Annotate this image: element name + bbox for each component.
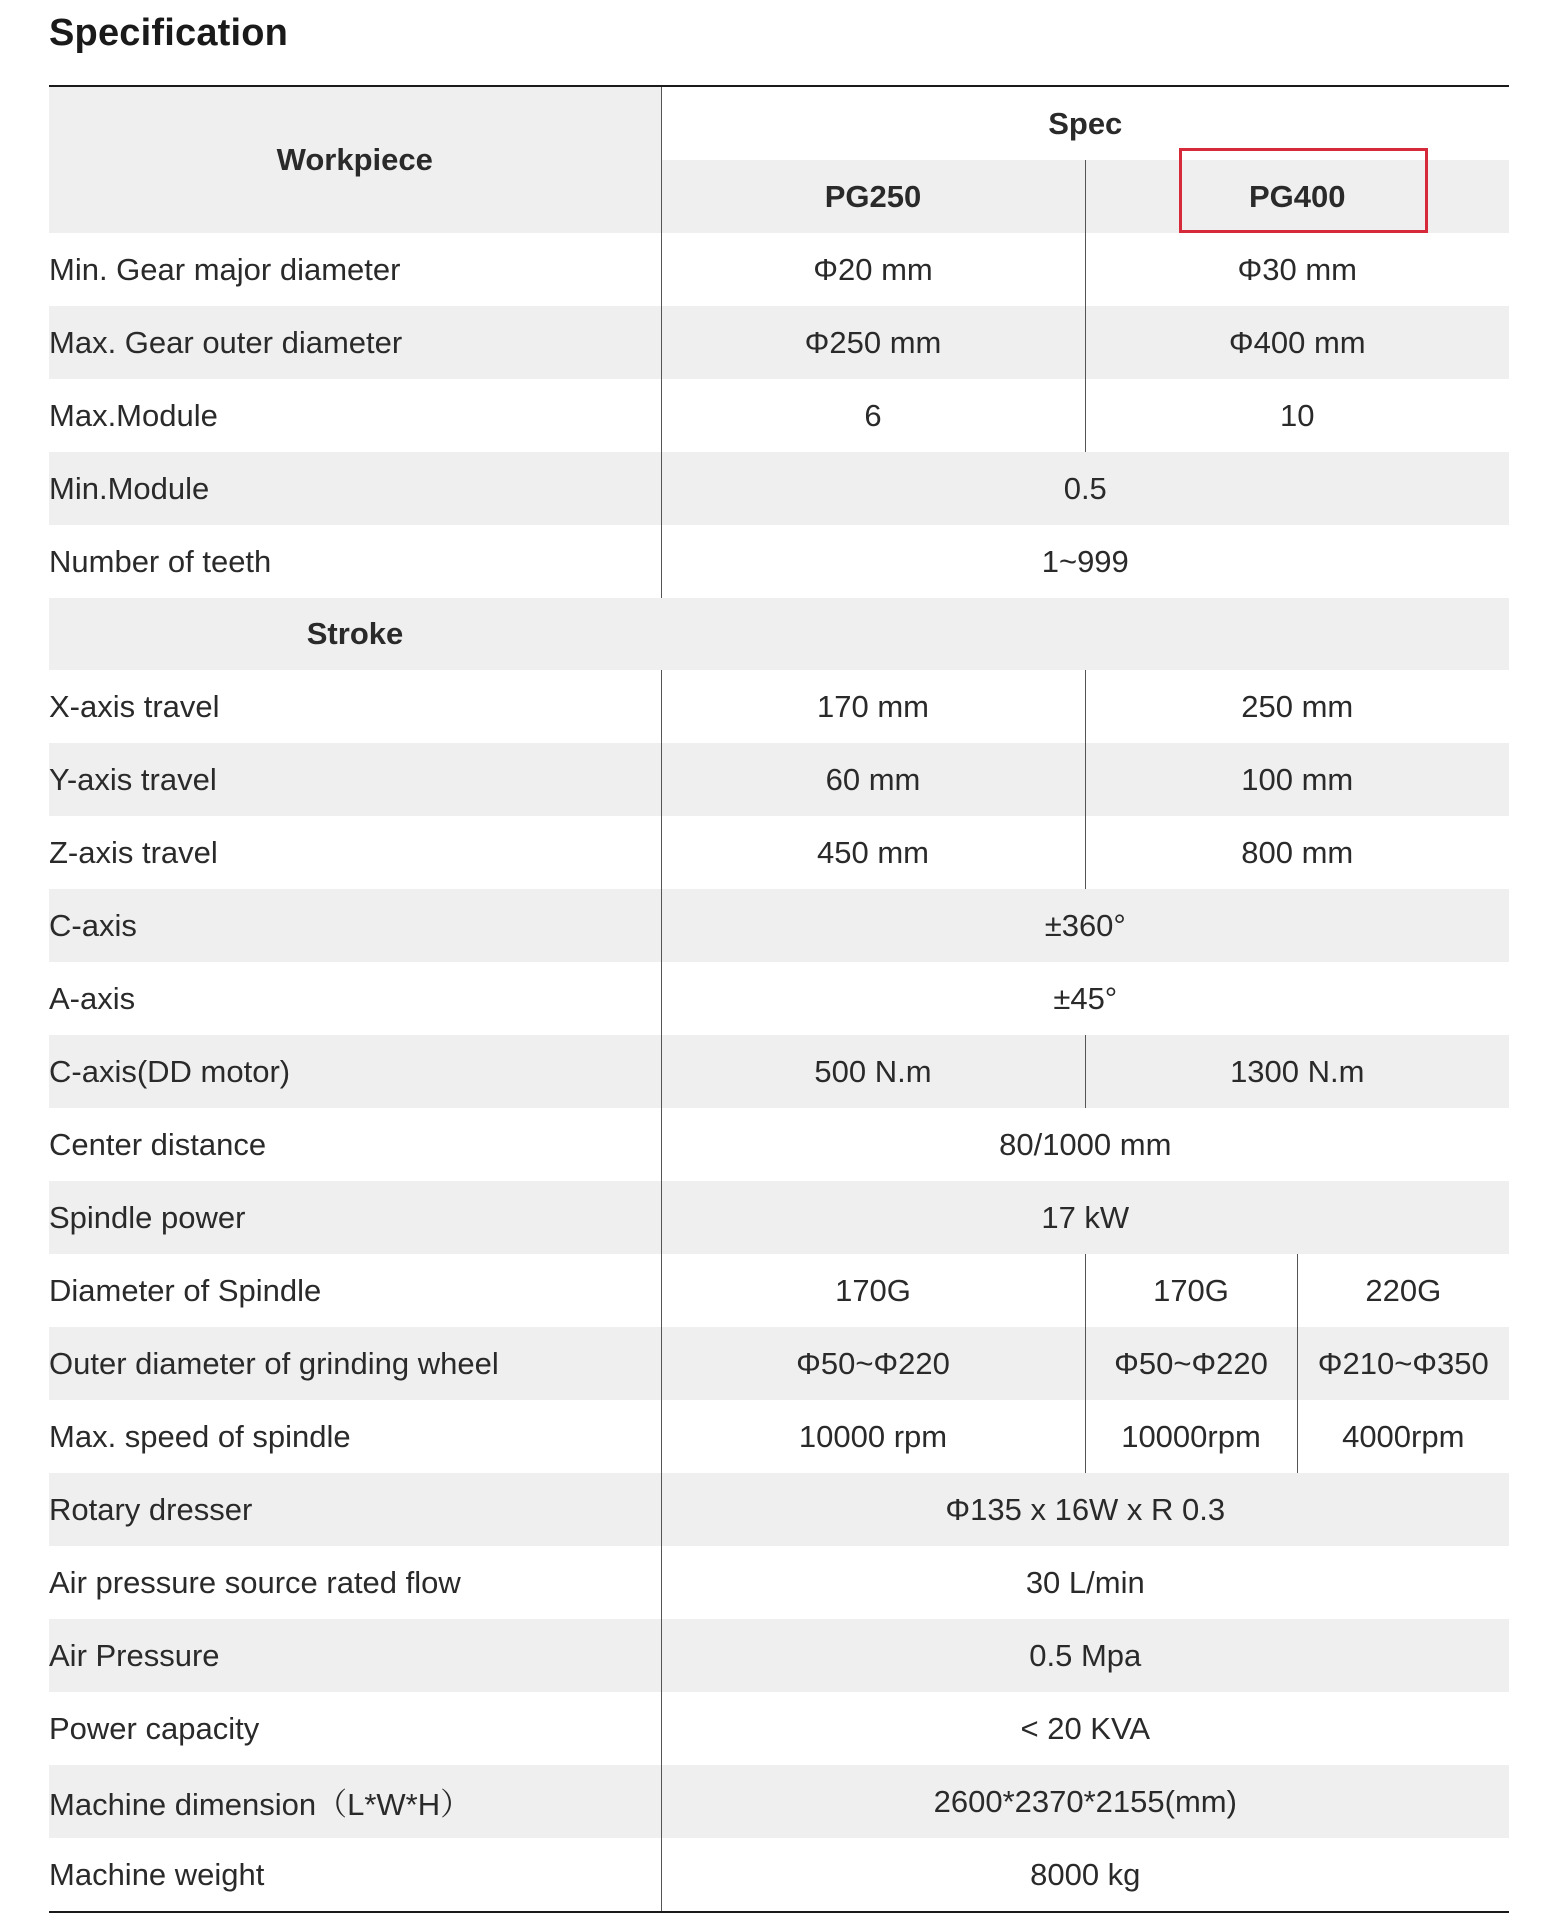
row-label: C-axis(DD motor) bbox=[49, 1035, 661, 1108]
value-pg400: Φ30 mm bbox=[1085, 233, 1509, 306]
row-label: Rotary dresser bbox=[49, 1473, 661, 1546]
workpiece-header: Workpiece bbox=[49, 86, 661, 233]
value-shared: < 20 KVA bbox=[661, 1692, 1509, 1765]
model-header-pg250: PG250 bbox=[661, 160, 1085, 233]
value-shared: ±45° bbox=[661, 962, 1509, 1035]
value-pg400: 100 mm bbox=[1085, 743, 1509, 816]
row-label: Max. Gear outer diameter bbox=[49, 306, 661, 379]
table-row bbox=[49, 1400, 1509, 1473]
row-label: Air pressure source rated flow bbox=[49, 1564, 461, 1600]
value-pg400-b: 4000rpm bbox=[1297, 1400, 1509, 1473]
value-pg250: Φ250 mm bbox=[661, 306, 1085, 379]
table-row bbox=[49, 962, 1509, 1035]
row-label: Machine weight bbox=[49, 1856, 265, 1892]
table-row bbox=[49, 1765, 1509, 1838]
row-label: C-axis bbox=[49, 889, 661, 962]
pg400-highlight-box bbox=[1179, 148, 1428, 233]
value-pg400: 800 mm bbox=[1085, 816, 1509, 889]
table-row bbox=[49, 1181, 1509, 1254]
row-label: Min.Module bbox=[49, 452, 661, 525]
value-pg400: 1300 N.m bbox=[1085, 1035, 1509, 1108]
table-row bbox=[49, 306, 1509, 379]
table-row bbox=[49, 452, 1509, 525]
row-label: Z-axis travel bbox=[49, 834, 218, 870]
stroke-header-fill bbox=[661, 598, 1509, 670]
value-shared: 8000 kg bbox=[661, 1838, 1509, 1912]
value-shared: 0.5 Mpa bbox=[661, 1619, 1509, 1692]
value-pg400: Φ400 mm bbox=[1085, 306, 1509, 379]
value-pg250: 170 mm bbox=[661, 670, 1085, 743]
value-shared: 1~999 bbox=[661, 525, 1509, 598]
value-shared: 0.5 bbox=[661, 452, 1509, 525]
value-shared: Φ135 x 16W x R 0.3 bbox=[661, 1473, 1509, 1546]
table-row bbox=[49, 1546, 1509, 1619]
row-label: X-axis travel bbox=[49, 688, 220, 724]
row-label: Power capacity bbox=[49, 1710, 260, 1746]
specification-table bbox=[49, 85, 1509, 1913]
table-row bbox=[49, 816, 1509, 889]
page-title: Specification bbox=[49, 12, 289, 54]
table-row bbox=[49, 1473, 1509, 1546]
table-row bbox=[49, 1254, 1509, 1327]
value-pg250: 500 N.m bbox=[661, 1035, 1085, 1108]
table-row bbox=[49, 379, 1509, 452]
table-row bbox=[49, 1619, 1509, 1692]
table-row bbox=[49, 1692, 1509, 1765]
value-pg250: 170G bbox=[661, 1254, 1085, 1327]
row-label: Spindle power bbox=[49, 1181, 661, 1254]
model-header-pg400: PG400 bbox=[1085, 160, 1509, 233]
value-pg400-a: Φ50~Φ220 bbox=[1085, 1327, 1297, 1400]
row-label: Number of teeth bbox=[49, 543, 272, 579]
value-pg400-a: 170G bbox=[1085, 1254, 1297, 1327]
row-label: Max.Module bbox=[49, 397, 218, 433]
value-shared: 80/1000 mm bbox=[661, 1108, 1509, 1181]
row-label: Max. speed of spindle bbox=[49, 1418, 351, 1454]
value-pg400-a: 10000rpm bbox=[1085, 1400, 1297, 1473]
stroke-header: Stroke bbox=[49, 598, 661, 670]
table-row bbox=[49, 1327, 1509, 1400]
spec-header: Spec bbox=[661, 86, 1509, 160]
value-pg250: 60 mm bbox=[661, 743, 1085, 816]
table-row bbox=[49, 743, 1509, 816]
row-label: Outer diameter of grinding wheel bbox=[49, 1327, 661, 1400]
section-row-stroke bbox=[49, 598, 1509, 670]
value-pg400-b: Φ210~Φ350 bbox=[1297, 1327, 1509, 1400]
value-pg250: 6 bbox=[661, 379, 1085, 452]
table-row bbox=[49, 233, 1509, 306]
value-shared: 17 kW bbox=[661, 1181, 1509, 1254]
table-row bbox=[49, 889, 1509, 962]
row-label: Machine dimension（L*W*H） bbox=[49, 1765, 661, 1838]
row-label: Center distance bbox=[49, 1126, 267, 1162]
table-row bbox=[49, 525, 1509, 598]
table-row bbox=[49, 1035, 1509, 1108]
value-pg250: 450 mm bbox=[661, 816, 1085, 889]
row-label: A-axis bbox=[49, 980, 136, 1016]
table-row bbox=[49, 1108, 1509, 1181]
value-pg400-b: 220G bbox=[1297, 1254, 1509, 1327]
value-shared: 30 L/min bbox=[661, 1546, 1509, 1619]
value-pg250: Φ20 mm bbox=[661, 233, 1085, 306]
value-shared: 2600*2370*2155(mm) bbox=[661, 1765, 1509, 1838]
value-pg400: 250 mm bbox=[1085, 670, 1509, 743]
row-label: Diameter of Spindle bbox=[49, 1272, 322, 1308]
value-shared: ±360° bbox=[661, 889, 1509, 962]
table-row bbox=[49, 670, 1509, 743]
value-pg250: 10000 rpm bbox=[661, 1400, 1085, 1473]
row-label: Air Pressure bbox=[49, 1619, 661, 1692]
table-row bbox=[49, 1838, 1509, 1912]
value-pg400: 10 bbox=[1085, 379, 1509, 452]
row-label: Y-axis travel bbox=[49, 743, 661, 816]
row-label: Min. Gear major diameter bbox=[49, 251, 401, 287]
value-pg250: Φ50~Φ220 bbox=[661, 1327, 1085, 1400]
